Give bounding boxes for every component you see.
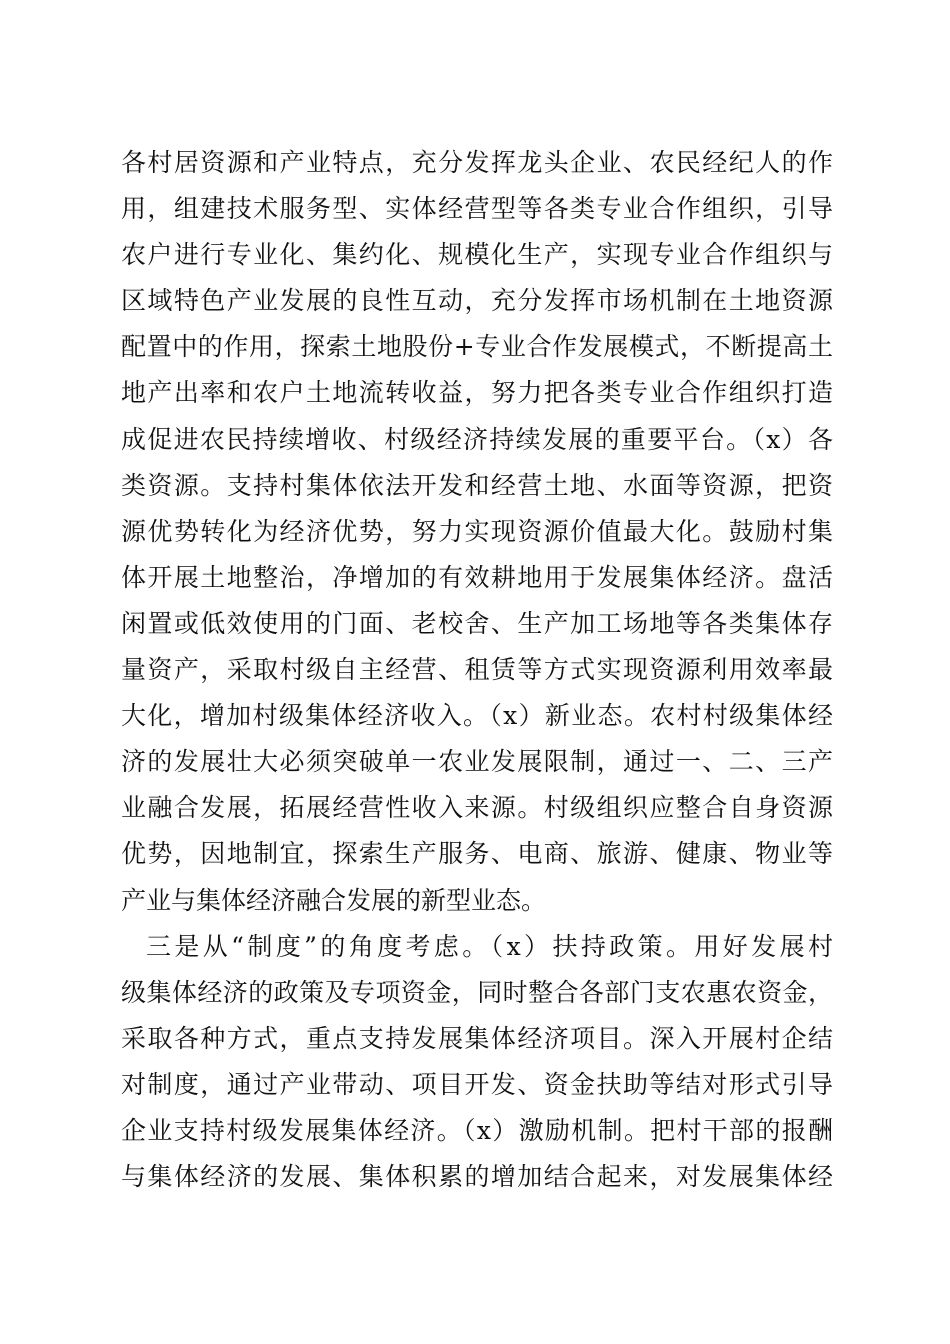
text-line: 闲置或低效使用的门面、老校舍、生产加工场地等各类集体存 bbox=[121, 608, 833, 638]
paragraph-1 bbox=[121, 140, 833, 924]
text-line: 优势，因地制宜，探索生产服务、电商、旅游、健康、物业等 bbox=[121, 839, 833, 869]
text-line: 各村居资源和产业特点，充分发挥龙头企业、农民经纪人的作 bbox=[121, 148, 833, 177]
paragraph-2 bbox=[121, 924, 833, 1201]
text-line: 用，组建技术服务型、实体经营型等各类专业合作组织，引导 bbox=[121, 194, 833, 224]
text-line: 类资源。支持村集体依法开发和经营土地、水面等资源，把资 bbox=[121, 470, 833, 500]
text-line: 级集体经济的政策及专项资金，同时整合各部门支农惠农资金， bbox=[121, 977, 833, 1007]
text-line: 配置中的作用，探索土地股份+专业合作发展模式，不断提高土 bbox=[121, 332, 833, 362]
text-line: 量资产，采取村级自主经营、租赁等方式实现资源利用效率最 bbox=[121, 655, 833, 685]
text-line: 产业与集体经济融合发展的新型业态。 bbox=[121, 885, 547, 915]
text-line: 采取各种方式，重点支持发展集体经济项目。深入开展村企结 bbox=[121, 1023, 833, 1053]
text-line: 济的发展壮大必须突破单一农业发展限制，通过一、二、三产 bbox=[121, 747, 833, 777]
text-line: 三是从“制度”的角度考虑。（x）扶持政策。用好发展村 bbox=[146, 931, 833, 961]
text-line: 对制度，通过产业带动、项目开发、资金扶助等结对形式引导 bbox=[121, 1069, 833, 1099]
text-line: 企业支持村级发展集体经济。（x）激励机制。把村干部的报酬 bbox=[121, 1115, 833, 1145]
text-line: 体开展土地整治，净增加的有效耕地用于发展集体经济。盘活 bbox=[121, 562, 833, 592]
text-line: 大化，增加村级集体经济收入。（x）新业态。农村村级集体经 bbox=[121, 701, 833, 731]
text-line: 农户进行专业化、集约化、规模化生产，实现专业合作组织与 bbox=[121, 240, 833, 270]
text-line: 与集体经济的发展、集体积累的增加结合起来，对发展集体经 bbox=[121, 1162, 833, 1192]
body-text bbox=[121, 140, 833, 1200]
text-line: 成促进农民持续增收、村级经济持续发展的重要平台。（x）各 bbox=[121, 424, 833, 454]
text-line: 区域特色产业发展的良性互动，充分发挥市场机制在土地资源 bbox=[121, 286, 833, 316]
text-line: 地产出率和农户土地流转收益，努力把各类专业合作组织打造 bbox=[121, 378, 833, 408]
text-line: 源优势转化为经济优势，努力实现资源价值最大化。鼓励村集 bbox=[121, 516, 833, 546]
text-line: 业融合发展，拓展经营性收入来源。村级组织应整合自身资源 bbox=[121, 793, 833, 823]
